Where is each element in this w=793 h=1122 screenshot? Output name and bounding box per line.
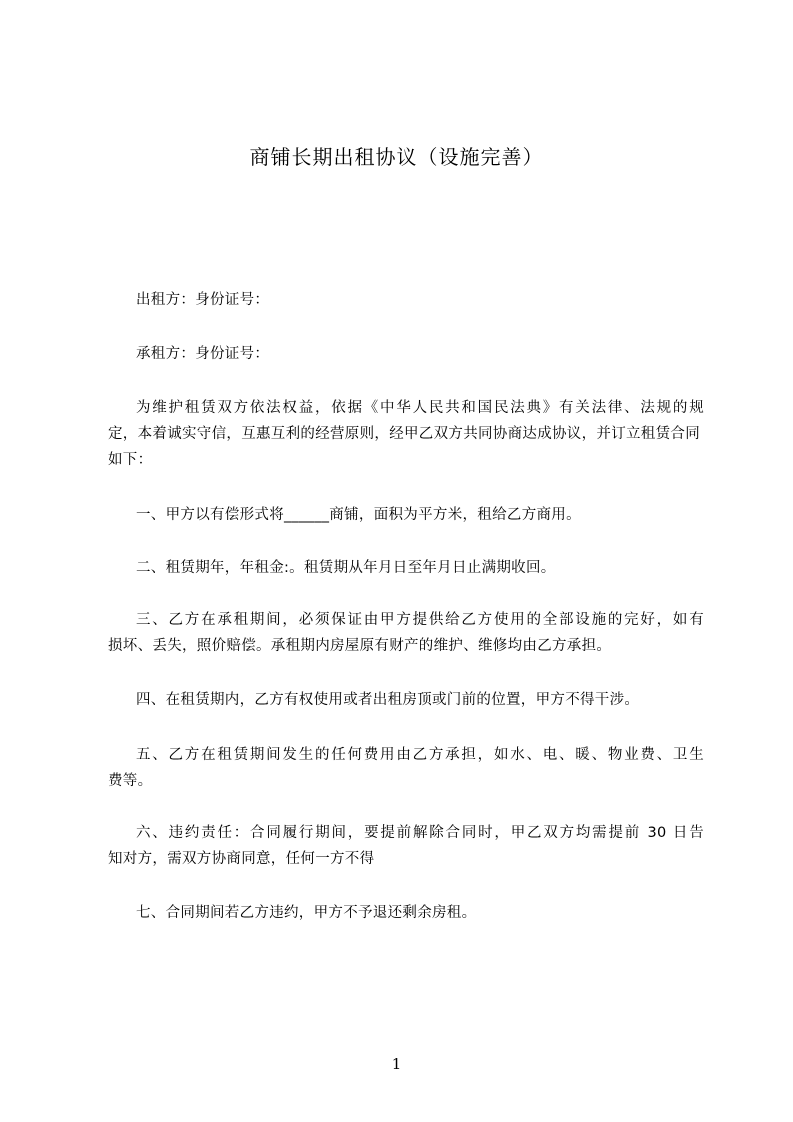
clause-3-line-1: 三、乙方在承租期间，必须保证由甲方提供给乙方使用的全部设施的完好，如有 [136,612,704,628]
clause-7: 七、合同期间若乙方违约，甲方不予退还剩余房租。 [136,905,477,921]
page-number: 1 [391,1055,402,1073]
preamble-paragraph [108,395,704,473]
clause-1: 一、甲方以有偿形式将______商铺，面积为平方米，租给乙方商用。 [136,507,581,523]
clause-2: 二、租赁期年，年租金:。租赁期从年月日至年月日止满期收回。 [136,560,556,576]
lessee-line: 承租方：身份证号： [136,346,270,362]
preamble-line-1: 为维护租赁双方依法权益，依据《中华人民共和国民法典》有关法律、法规的规 [136,400,704,416]
clause-3-continuation: 损坏、丢失，照价赔偿。承租期内房屋原有财产的维护、维修均由乙方承担。 [108,638,612,654]
clause-6-continuation: 知对方，需双方协商同意，任何一方不得 [108,851,375,867]
document-title: 商铺长期出租协议（设施完善） [249,145,544,169]
clause-5 [108,742,704,794]
clause-3 [108,607,704,659]
clause-4: 四、在租赁期内，乙方有权使用或者出租房顶或门前的位置，甲方不得干涉。 [136,692,640,708]
clause-5-continuation: 费等。 [108,773,153,789]
lessor-line: 出租方：身份证号： [136,292,270,308]
clause-5-line-1: 五、乙方在租赁期间发生的任何费用由乙方承担，如水、电、暖、物业费、卫生 [136,747,704,763]
clause-6 [108,820,704,872]
preamble-continuation: 定，本着诚实守信，互惠互利的经营原则，经甲乙双方共同协商达成协议，并订立租赁合同如下： [108,426,700,468]
clause-6-line-1: 六、违约责任：合同履行期间，要提前解除合同时，甲乙双方均需提前 30 日告 [136,825,704,841]
